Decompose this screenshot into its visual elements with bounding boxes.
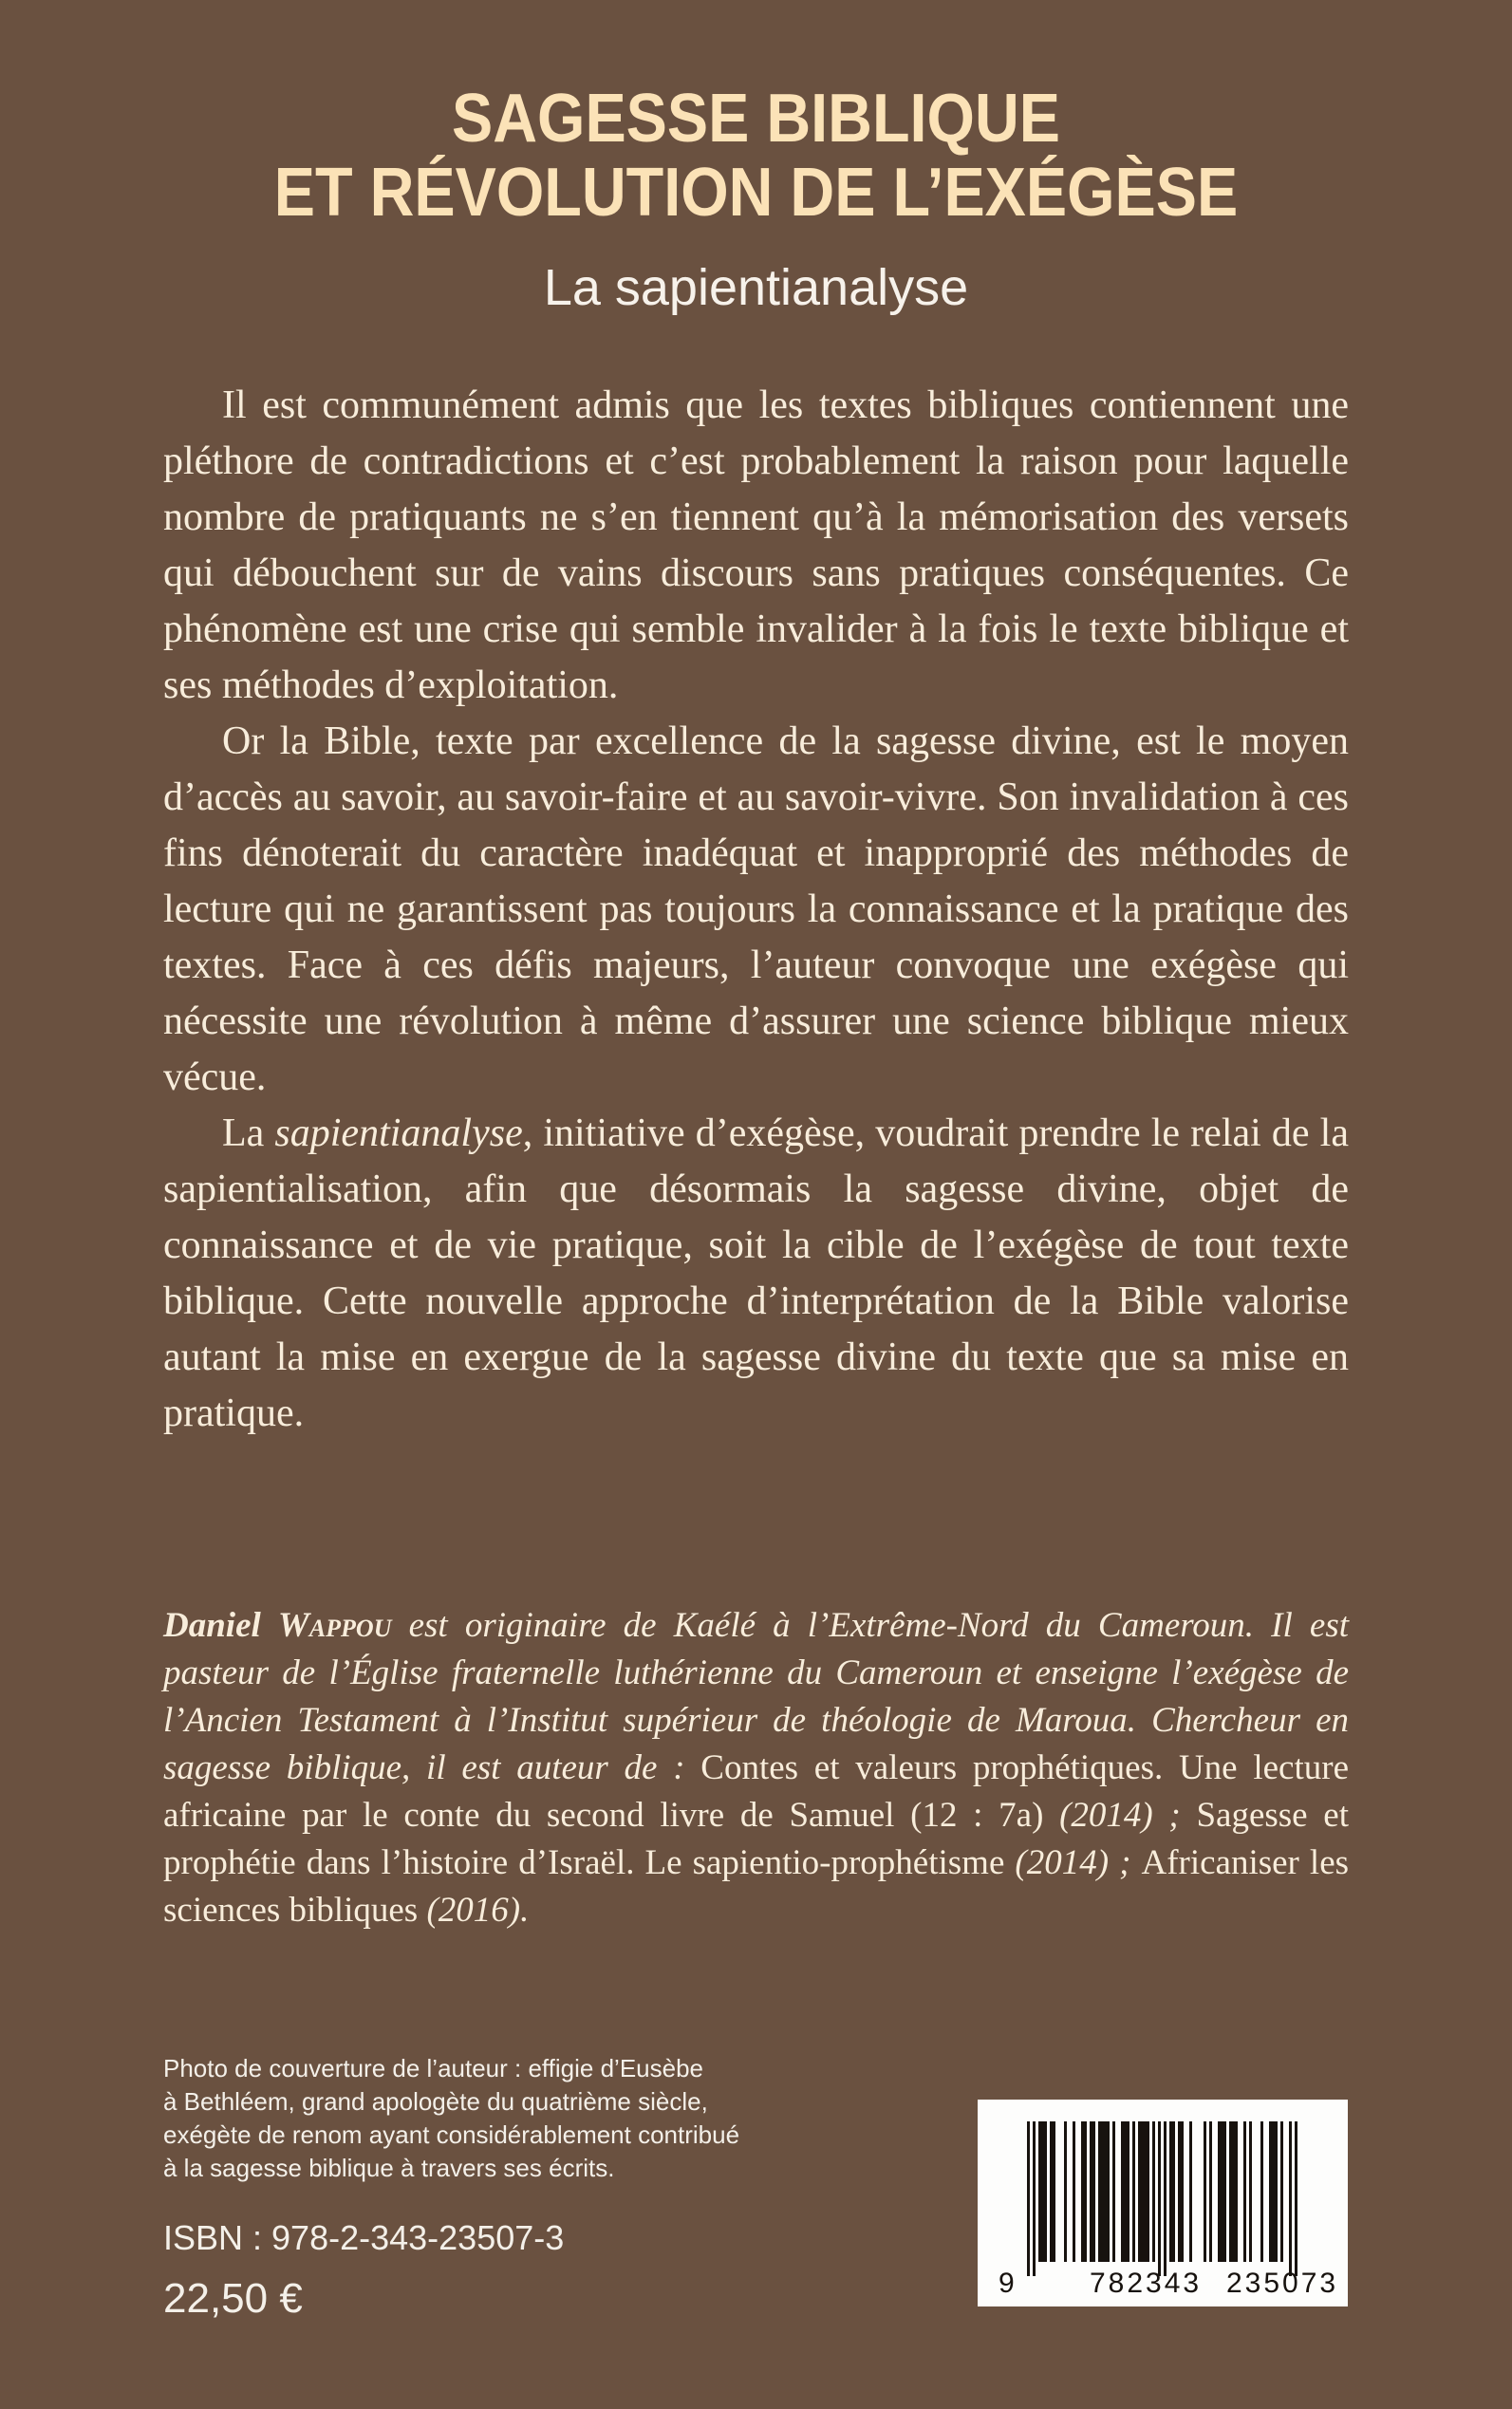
bio-work-2: Sagesse et prophétie dans l’histoire d’Israël. Le sapientio-prophétisme bbox=[163, 1796, 1349, 1882]
bio-year-1: (2014) ; bbox=[1059, 1796, 1197, 1835]
barcode-bar bbox=[1107, 2121, 1110, 2262]
isbn-number: ISBN : 978-2-343-23507-3 bbox=[163, 2218, 565, 2257]
book-title-line2: ET RÉVOLUTION DE L’EXÉGÈSE bbox=[273, 155, 1239, 231]
barcode-bar bbox=[1275, 2121, 1278, 2262]
barcode-bar bbox=[1053, 2121, 1055, 2262]
barcode-bar bbox=[1209, 2121, 1212, 2262]
barcode-bar bbox=[1033, 2121, 1036, 2276]
barcode-bar bbox=[1112, 2121, 1115, 2262]
barcode-bar bbox=[1289, 2121, 1292, 2276]
barcode-digits bbox=[978, 2267, 1348, 2301]
barcode-bar bbox=[1158, 2121, 1161, 2276]
barcode-digit-prefix: 9 bbox=[999, 2268, 1017, 2299]
barcode-bar bbox=[1243, 2121, 1246, 2262]
author-bio bbox=[163, 1602, 1349, 1934]
barcode-bar bbox=[1084, 2121, 1087, 2262]
barcode-bar bbox=[1249, 2121, 1252, 2262]
author-last-name: Wappou bbox=[277, 1606, 392, 1645]
barcode-bar bbox=[1152, 2121, 1155, 2262]
synopsis-paragraph-2: Or la Bible, texte par excellence de la sagesse divine, est le moyen d’accès au savoir, au savoir-faire et au savoir-vivre. Son invalidation à ces fins dénoterait du caractère inadéquat et inapproprié des méthodes de lecture qui ne garantissent pas toujours la connaissance et la pratique des textes. Face à ces défis majeurs, l’auteur convoque une exégèse qui nécessite une révolution à même d’assurer une science biblique mieux vécue. bbox=[163, 719, 1349, 1099]
bio-year-3: (2016). bbox=[426, 1891, 530, 1930]
barcode-bar bbox=[1027, 2121, 1030, 2276]
barcode-bar bbox=[1280, 2121, 1283, 2262]
barcode-bar bbox=[1189, 2121, 1192, 2262]
barcode-bar bbox=[1127, 2121, 1129, 2262]
photo-credit-line: à la sagesse biblique à travers ses écrits. bbox=[163, 2154, 615, 2182]
synopsis-p3-prefix: La bbox=[222, 1111, 275, 1155]
price: 22,50 € bbox=[163, 2275, 303, 2322]
barcode-bar bbox=[1204, 2121, 1206, 2262]
book-subtitle: La sapientianalyse bbox=[543, 259, 969, 316]
barcode-digit-group2: 235073 bbox=[1226, 2268, 1339, 2299]
barcode-bar bbox=[1044, 2121, 1047, 2262]
bio-text: est originaire de Kaélé à l’Extrême-Nord du Cameroun. Il est pasteur de l’Église fraternelle luthérienne du Cameroun et enseigne l’exégèse de l’Ancien Testament à l’Institut supérieur de théologie de Maroua. Chercheur en sagesse biblique, il est auteur de : bbox=[163, 1606, 1349, 1787]
barcode-bar bbox=[1147, 2121, 1149, 2262]
synopsis-p3-term: sapientianalyse bbox=[274, 1111, 523, 1155]
synopsis-paragraph-1: Il est communément admis que les textes bibliques contiennent une pléthore de contradictions et c’est probablement la raison pour laquelle nombre de pratiquants ne s’en tiennent qu’à la mémorisation des versets qui débouchent sur de vains discours sans pratiques conséquentes. Ce phénomène est une crise qui semble invalider à la fois le texte biblique et ses méthodes d’exploitation. bbox=[163, 383, 1349, 707]
barcode-bar bbox=[1132, 2121, 1135, 2262]
photo-credit-line: Photo de couverture de l’auteur : effigie d’Eusèbe bbox=[163, 2054, 704, 2082]
bio-work-1: Contes et valeurs prophétiques. Une lecture africaine par le conte du second livre de Samuel (12 : 7a) bbox=[163, 1748, 1349, 1835]
synopsis-paragraph-3 bbox=[163, 1106, 1349, 1442]
photo-credit bbox=[163, 2052, 942, 2185]
barcode-bar bbox=[1260, 2121, 1263, 2262]
barcode-bar bbox=[1164, 2121, 1167, 2276]
barcode-bar bbox=[1092, 2121, 1095, 2262]
book-title-line1: SAGESSE BIBLIQUE bbox=[452, 81, 1060, 157]
bio-year-2: (2014) ; bbox=[1015, 1843, 1142, 1882]
barcode-bar bbox=[1172, 2121, 1175, 2262]
barcode-digit-group1: 782343 bbox=[1090, 2268, 1203, 2299]
synopsis-text bbox=[163, 378, 1349, 1442]
barcode-bar bbox=[1064, 2121, 1067, 2262]
author-first-name: Daniel bbox=[163, 1606, 278, 1645]
barcode-bars bbox=[1027, 2121, 1297, 2288]
barcode-bar bbox=[1181, 2121, 1184, 2262]
bio-work-3: Africaniser les sciences bibliques bbox=[163, 1843, 1350, 1930]
ean13-barcode bbox=[978, 2100, 1348, 2306]
photo-credit-line: exégète de renom ayant considérablement contribué bbox=[163, 2120, 740, 2149]
book-title bbox=[0, 82, 1512, 230]
barcode-bar bbox=[1073, 2121, 1075, 2262]
barcode-bar bbox=[1223, 2121, 1226, 2262]
barcode-bar bbox=[1295, 2121, 1297, 2276]
barcode-bar bbox=[1235, 2121, 1238, 2262]
synopsis-p3-rest: , initiative d’exégèse, voudrait prendre le relai de la sapientialisation, afin que désormais la sagesse divine, objet de connaissance et de vie pratique, soit la cible de l’exégèse de tout texte biblique. Cette nouvelle approche d’interprétation de la Bible valorise autant la mise en exergue de la sagesse divine du texte que sa mise en pratique. bbox=[163, 1111, 1349, 1435]
photo-credit-line: à Bethléem, grand apologète du quatrième siècle, bbox=[163, 2087, 708, 2116]
